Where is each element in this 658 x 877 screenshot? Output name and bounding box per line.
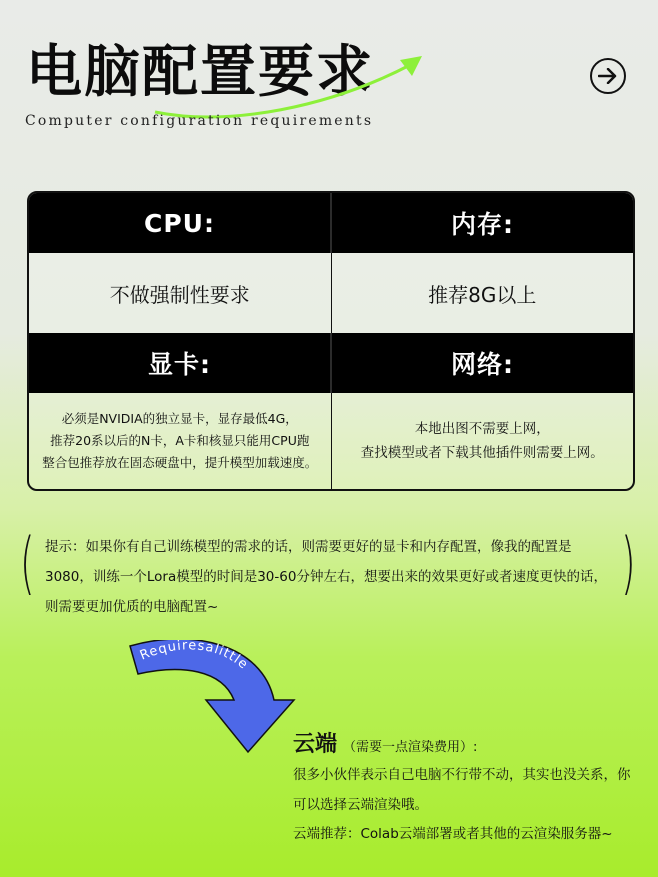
gpu-value [29, 393, 332, 489]
table-row [29, 393, 633, 489]
network-header: 网络: [332, 333, 633, 393]
memory-value: 推荐8G以上 [428, 282, 537, 307]
arrow-label: Requiresalittle [137, 640, 251, 673]
table-header-row [29, 193, 633, 253]
tip-text: 提示：如果你有自己训练模型的需求的话，则需要更好的显卡和内存配置，像我的配置是3080，训练一个Lora模型的时间是30-60分钟左右，想要出来的效果更好或者速度更快的话，则需要更加优质的电脑配置~ [45, 539, 607, 615]
network-value [332, 393, 634, 489]
swoosh-arrow-icon [150, 52, 440, 122]
cloud-note: （需要一点渲染费用）: [343, 740, 478, 755]
network-line: 本地出图不需要上网， [414, 421, 550, 437]
cloud-recommendation: 云端推荐：Colab云端部署或者其他的云渲染服务器~ [293, 826, 613, 842]
network-line: 查找模型或者下载其他插件则需要上网。 [360, 445, 604, 461]
cpu-header: CPU: [29, 193, 332, 253]
cpu-value: 不做强制性要求 [29, 253, 332, 333]
next-button[interactable] [590, 58, 626, 94]
open-paren: ( [19, 524, 35, 603]
memory-header: 内存: [332, 193, 633, 253]
curved-arrow-icon [122, 640, 302, 755]
gpu-line: 整合包推荐放在固态硬盘中，提升模型加载速度。 [42, 455, 318, 470]
table-header-row [29, 333, 633, 393]
requirements-table [27, 191, 635, 491]
cloud-title: 云端 [293, 732, 338, 757]
gpu-line: 推荐20系以后的N卡，A卡和核显只能用CPU跑 [50, 433, 310, 448]
gpu-line: 必须是NVIDIA的独立显卡，显存最低4G， [61, 411, 298, 426]
cloud-title-row [293, 727, 477, 758]
page-subtitle: Computer configuration requirements [25, 113, 374, 129]
page-title: 电脑配置要求 [26, 39, 374, 105]
gpu-header: 显卡: [29, 333, 332, 393]
table-row [29, 253, 633, 333]
arrow-right-circle-icon [598, 68, 618, 84]
cloud-description: 很多小伙伴表示自己电脑不行带不动，其实也没关系，你可以选择云端渲染哦。 [293, 767, 631, 813]
close-paren: ) [620, 524, 636, 603]
